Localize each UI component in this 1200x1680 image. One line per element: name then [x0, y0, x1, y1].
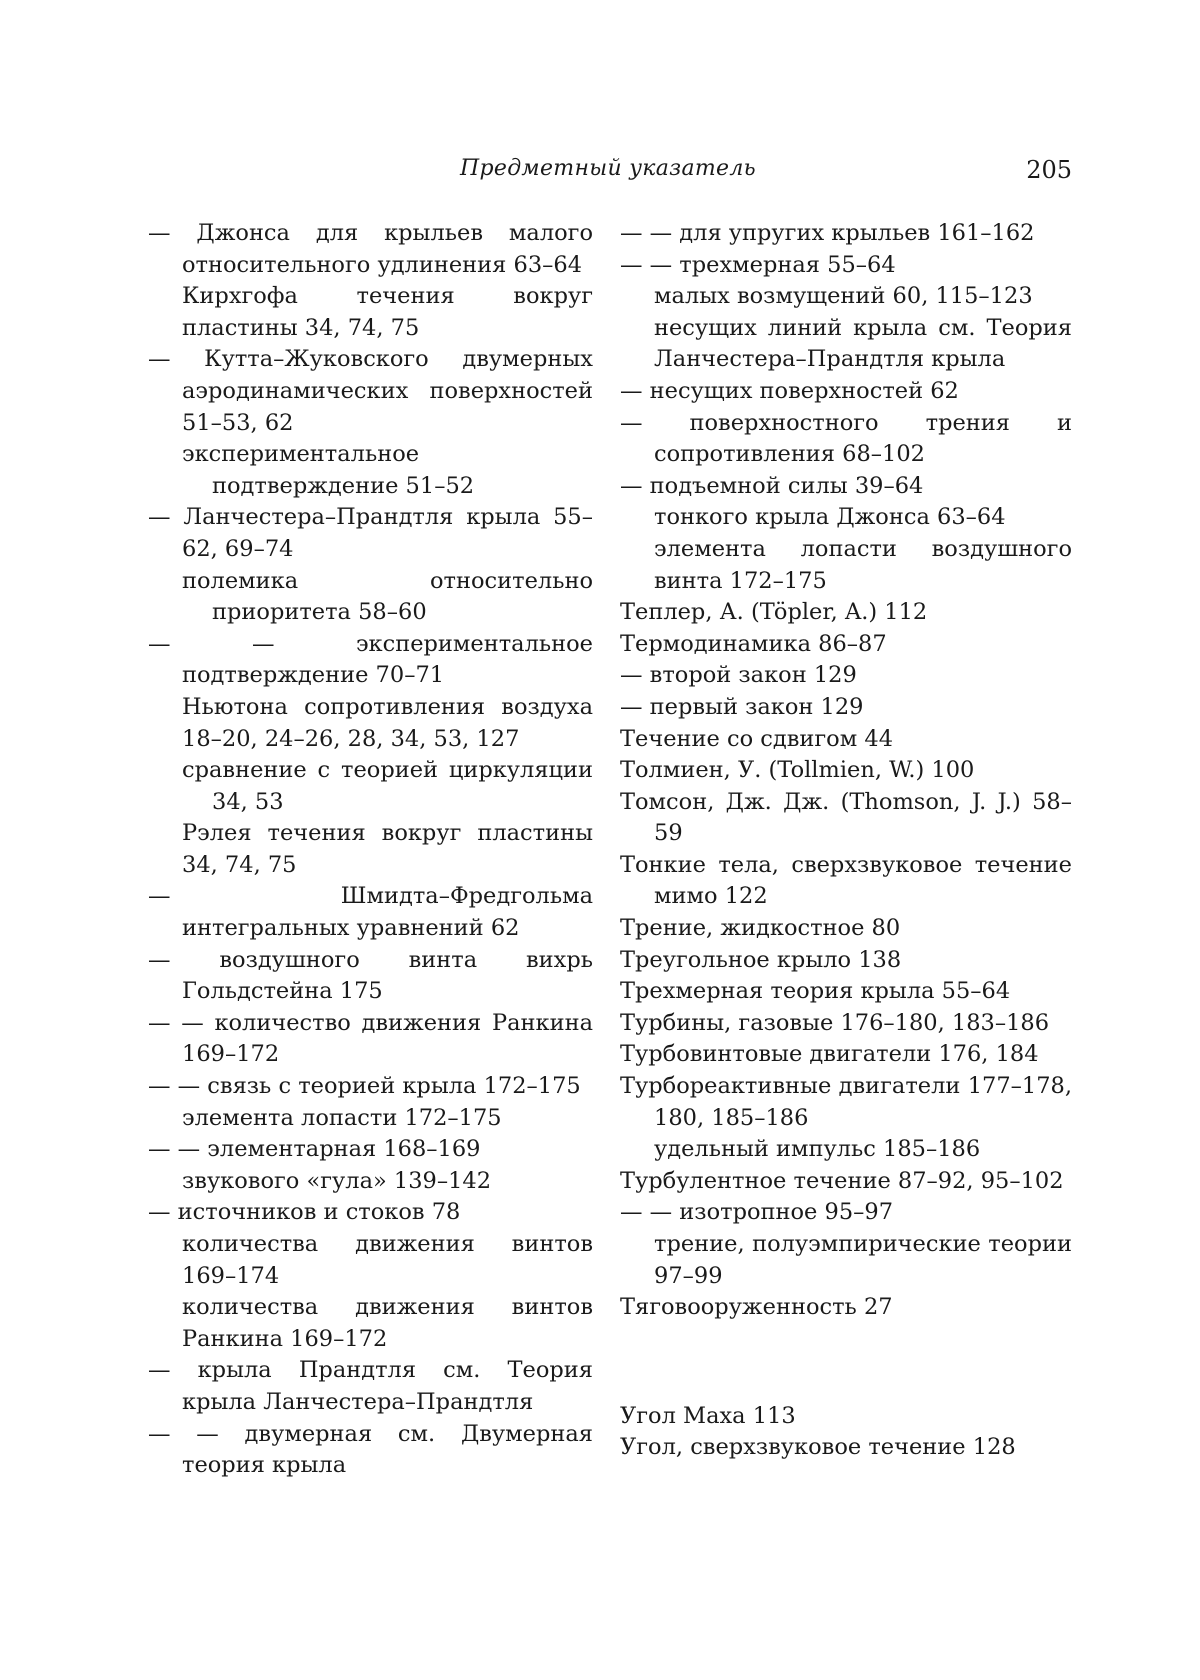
index-entry: Толмиен, У. (Tollmien, W.) 100: [620, 757, 975, 784]
page-number: 205: [1026, 156, 1072, 184]
index-entry: несущих линий крыла см. Теория Ланчестера–Прандтля крыла: [654, 314, 1072, 373]
index-entry: — воздушного винта вихрь Гольдстейна 175: [148, 946, 593, 1005]
index-entry: количества движения винтов Ранкина 169–172: [182, 1294, 593, 1352]
index-entry: малых возмущений 60, 115–123: [654, 283, 1033, 310]
letter-group-gap: [620, 1346, 1072, 1378]
index-entry: Томсон, Дж. Дж. (Thomson, J. J.) 58–59: [620, 788, 1072, 847]
index-entry: Треугольное крыло 138: [620, 946, 902, 973]
index-entry: Турбулентное течение 87–92, 95–102: [620, 1167, 1064, 1194]
index-entry: — Джонса для крыльев малого относительного удлинения 63–64: [148, 220, 593, 278]
index-entry: Рэлея течения вокруг пластины 34, 74, 75: [182, 820, 593, 878]
index-entry: Тонкие тела, сверхзвуковое течение мимо 122: [620, 851, 1072, 910]
index-entry: трение, полуэмпирические теории 97–99: [654, 1231, 1072, 1289]
index-entry: Теплер, А. (Töpler, A.) 112: [620, 599, 928, 626]
index-entry: Трехмерная теория крыла 55–64: [620, 978, 1011, 1005]
index-entry: — — двумерная см. Двумерная теория крыла: [148, 1420, 593, 1479]
index-entry: — — изотропное 95–97: [620, 1199, 894, 1226]
index-entry: — — трехмерная 55–64: [620, 251, 896, 278]
index-entry: — — экспериментальное подтверждение 70–71: [148, 630, 593, 689]
index-entry: Тяговооруженность 27: [620, 1294, 893, 1321]
index-column-right: [620, 218, 1072, 1464]
index-entry: — первый закон 129: [620, 693, 864, 720]
index-entry: — второй закон 129: [620, 662, 857, 689]
index-entry: удельный импульс 185–186: [654, 1136, 981, 1163]
running-title: Предметный указатель: [460, 156, 756, 181]
index-entry: — источников и стоков 78: [148, 1199, 461, 1226]
index-entry: — несущих поверхностей 62: [620, 377, 959, 404]
index-entry: — Ланчестера–Прандтля крыла 55–62, 69–74: [148, 504, 593, 562]
index-entry: Угол, сверхзвуковое течение 128: [620, 1434, 1016, 1461]
index-entry: — поверхностного трения и сопротивления 68–102: [620, 409, 1072, 468]
index-entry: элемента лопасти 172–175: [182, 1104, 502, 1131]
index-entry: Турбовинтовые двигатели 176, 184: [620, 1041, 1039, 1068]
index-entry: Угол Маха 113: [620, 1402, 796, 1429]
index-entry: экспериментальное подтверждение 51–52: [182, 441, 475, 499]
index-entry: — — для упругих крыльев 161–162: [620, 220, 1035, 246]
running-head: [0, 156, 1200, 192]
index-entry: — крыла Прандтля см. Теория крыла Ланчестера–Прандтля: [148, 1357, 593, 1415]
index-entry: Турбореактивные двигатели 177–178, 180, 185–186: [620, 1073, 1072, 1131]
index-entry: — — элементарная 168–169: [148, 1136, 481, 1163]
index-entry: Течение со сдвигом 44: [620, 725, 894, 752]
index-entry: Трение, жидкостное 80: [620, 915, 901, 942]
index-entry: полемика относительно приоритета 58–60: [182, 567, 593, 626]
index-entry: Кирхгофа течения вокруг пластины 34, 74, 75: [182, 283, 593, 341]
index-entry: тонкого крыла Джонса 63–64: [654, 504, 1006, 531]
index-entry: — — количество движения Ранкина 169–172: [148, 1009, 593, 1068]
index-entry: элемента лопасти воздушного винта 172–175: [654, 535, 1072, 594]
index-entry: звукового «гула» 139–142: [182, 1167, 492, 1194]
index-entry: — подъемной силы 39–64: [620, 472, 924, 499]
index-column-left: [148, 218, 593, 1482]
index-entry: — Шмидта–Фредгольма интегральных уравнений 62: [148, 883, 593, 942]
index-entry: сравнение с теорией циркуляции 34, 53: [182, 757, 593, 815]
index-entry: количества движения винтов 169–174: [182, 1231, 593, 1289]
index-entry: Ньютона сопротивления воздуха 18–20, 24–26, 28, 34, 53, 127: [182, 693, 593, 752]
index-entry: — Кутта–Жуковского двумерных аэродинамических поверхностей 51–53, 62: [148, 346, 593, 436]
index-entry: — — связь с теорией крыла 172–175: [148, 1073, 581, 1100]
index-entry: Термодинамика 86–87: [620, 630, 887, 657]
index-entry: Турбины, газовые 176–180, 183–186: [620, 1009, 1050, 1036]
